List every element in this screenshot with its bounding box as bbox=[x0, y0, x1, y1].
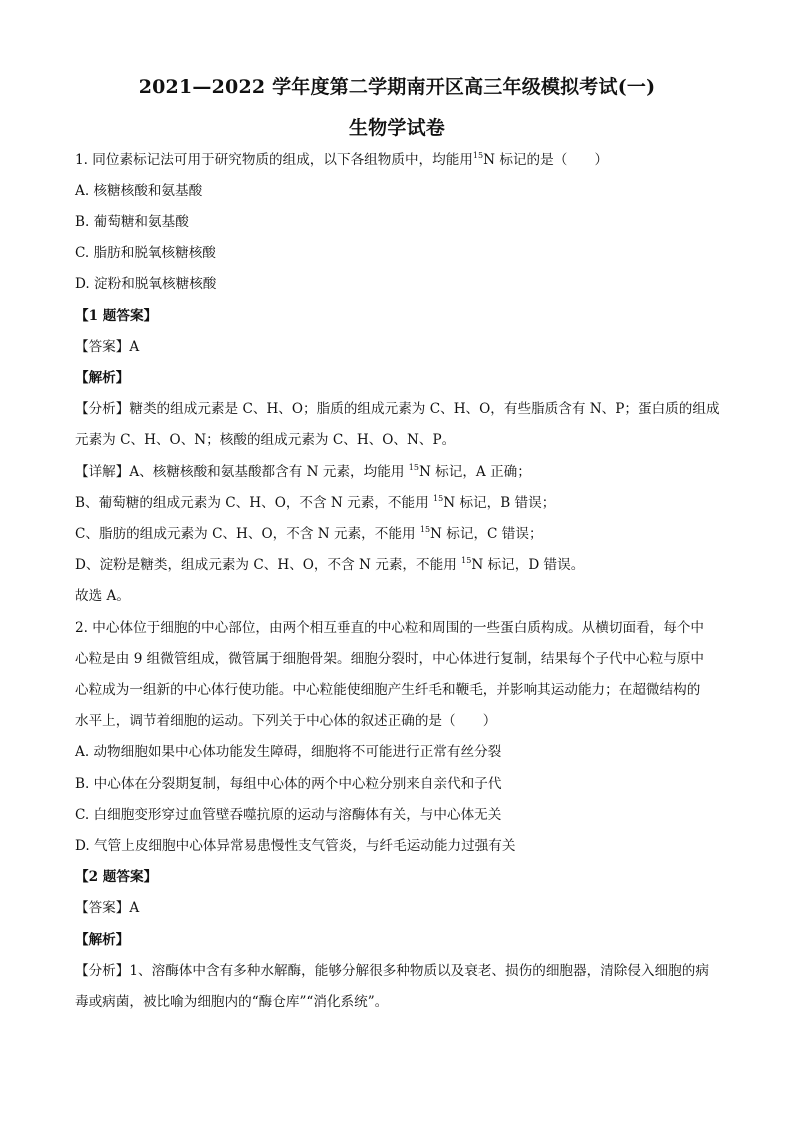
q2-stem-line-1: 2. 中心体位于细胞的中心部位，由两个相互垂直的中心粒和周围的一些蛋白质构成。从横切面看，每个中 bbox=[75, 620, 705, 636]
q1-fenxi-line-2: 元素为 C、H、O、N；核酸的组成元素为 C、H、O、N、P。 bbox=[75, 432, 456, 448]
q1-detail-line-4: D、淀粉是糖类，组成元素为 C、H、O，不含 N 元素，不能用 $^{15}$N 标记，D 错误。 bbox=[75, 556, 585, 573]
q1-choose: 故选 A。 bbox=[75, 588, 130, 604]
q2-option-b: B. 中心体在分裂期复制，每组中心体的两个中心粒分别来自亲代和子代 bbox=[75, 776, 502, 792]
q1-stem: 1. 同位素标记法可用于研究物质的组成，以下各组物质中，均能用$^{15}$N 标记的是（ ） bbox=[75, 151, 609, 168]
q1-option-a: A. 核糖核酸和氨基酸 bbox=[75, 183, 203, 199]
q1-option-b: B. 葡萄糖和氨基酸 bbox=[75, 214, 189, 230]
q2-option-d: D. 气管上皮细胞中心体异常易患慢性支气管炎，与纤毛运动能力过强有关 bbox=[75, 838, 516, 854]
q2-answer: 【答案】A bbox=[75, 900, 140, 916]
page-subtitle: 生物学试卷 bbox=[348, 117, 445, 139]
q1-answer-header: 【1 题答案】 bbox=[75, 308, 158, 324]
q2-analysis-header: 【解析】 bbox=[75, 932, 130, 948]
q1-detail-line-2: B、葡萄糖的组成元素为 C、H、O，不含 N 元素，不能用 $^{15}$N 标记，B 错误； bbox=[75, 494, 556, 511]
q2-fenxi-line-2: 毒或病菌，被比喻为细胞内的“酶仓库”“消化系统”。 bbox=[75, 994, 389, 1010]
q2-fenxi-line-1: 【分析】1、溶酶体中含有多种水解酶，能够分解很多种物质以及衰老、损伤的细胞器，清除侵入细胞的病 bbox=[75, 963, 709, 979]
q2-stem-line-2: 心粒是由 9 组微管组成，微管属于细胞骨架。细胞分裂时，中心体进行复制，结果每个子代中心粒与原中 bbox=[75, 651, 705, 667]
q2-option-a: A. 动物细胞如果中心体功能发生障碍，细胞将不可能进行正常有丝分裂 bbox=[75, 744, 502, 760]
q1-detail-line-3: C、脂肪的组成元素为 C、H、O，不含 N 元素，不能用 $^{15}$N 标记，C 错误； bbox=[75, 525, 543, 542]
q1-analysis-header: 【解析】 bbox=[75, 370, 130, 386]
q1-option-d: D. 淀粉和脱氧核糖核酸 bbox=[75, 276, 217, 292]
q1-fenxi-line-1: 【分析】糖类的组成元素是 C、H、O；脂质的组成元素为 C、H、O，有些脂质含有 N、P；蛋白质的组成 bbox=[75, 401, 720, 417]
q2-stem-line-4: 水平上，调节着细胞的运动。下列关于中心体的叙述正确的是（ ） bbox=[75, 713, 497, 729]
q2-answer-header: 【2 题答案】 bbox=[75, 869, 158, 885]
q2-option-c: C. 白细胞变形穿过血管壁吞噬抗原的运动与溶酶体有关，与中心体无关 bbox=[75, 807, 502, 823]
page-title: 2021—2022 学年度第二学期南开区高三年级模拟考试(一) bbox=[138, 76, 656, 98]
q1-option-c: C. 脂肪和脱氧核糖核酸 bbox=[75, 245, 216, 261]
q1-detail-line-1: 【详解】A、核糖核酸和氨基酸都含有 N 元素，均能用 $^{15}$N 标记，A 正确； bbox=[75, 463, 531, 480]
q1-answer: 【答案】A bbox=[75, 339, 140, 355]
q2-stem-line-3: 心粒成为一组新的中心体行使功能。中心粒能使细胞产生纤毛和鞭毛，并影响其运动能力；在超微结构的 bbox=[75, 682, 701, 698]
